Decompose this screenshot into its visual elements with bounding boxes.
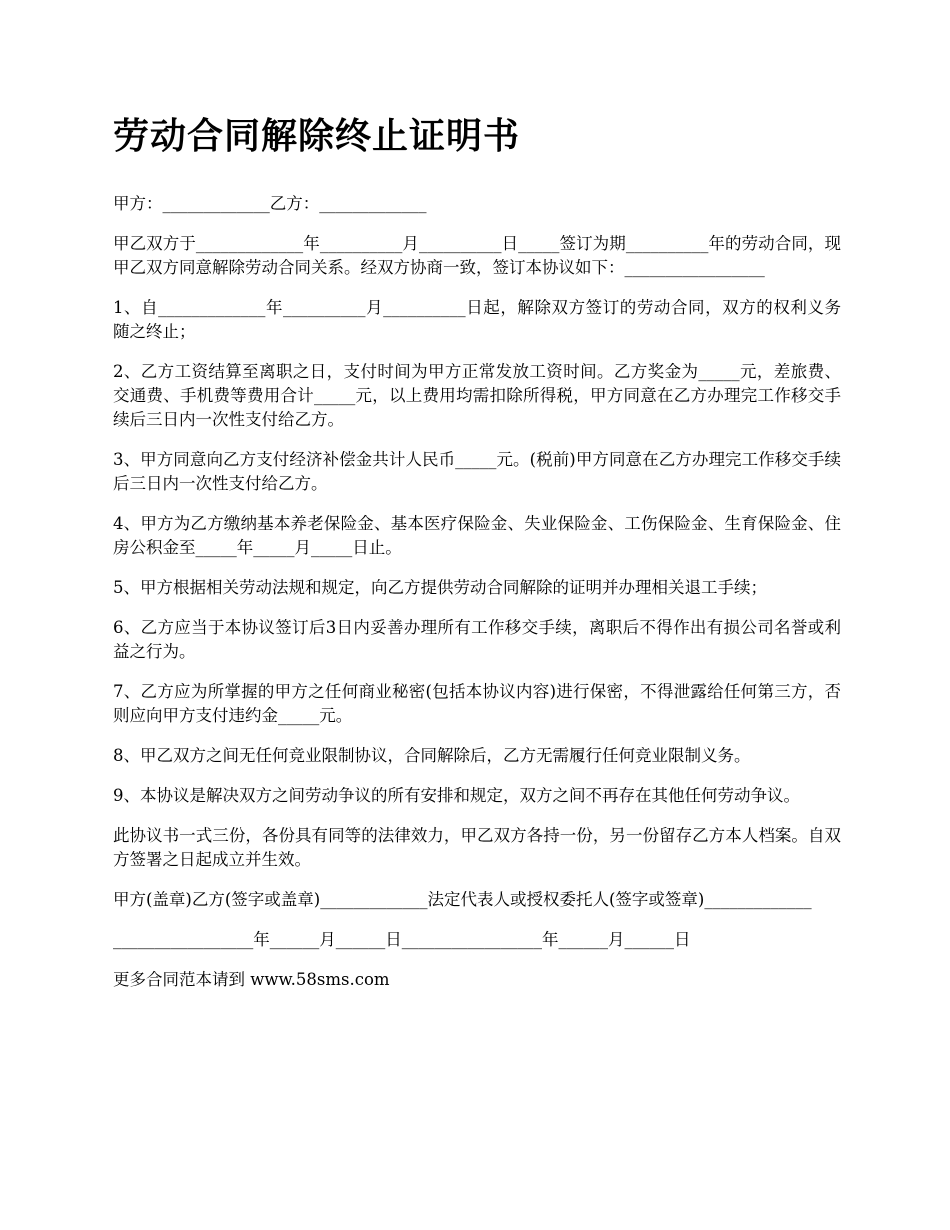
parties-line: 甲方：_____________乙方：_____________ xyxy=(113,194,427,213)
date-line: _________________年______月______日_________________年______月______日 xyxy=(113,930,691,949)
footer-link-text: 更多合同范本请到 www.58sms.com xyxy=(113,970,390,989)
document-title: 劳动合同解除终止证明书 xyxy=(113,115,521,157)
clause-5: 5、甲方根据相关劳动法规和规定，向乙方提供劳动合同解除的证明并办理相关退工手续； xyxy=(113,578,767,597)
clause-1: 1、自_____________年__________月__________日起，解除双方签订的劳动合同，双方的权利义务随之终止； xyxy=(113,298,841,341)
clause-6: 6、乙方应当于本协议签订后3日内妥善办理所有工作移交手续，离职后不得作出有损公司名誉或利益之行为。 xyxy=(113,618,841,661)
clause-9: 9、本协议是解决双方之间劳动争议的所有安排和规定，双方之间不再存在其他任何劳动争议。 xyxy=(113,786,800,805)
clause-7: 7、乙方应为所掌握的甲方之任何商业秘密(包括本协议内容)进行保密，不得泄露给任何第三方，否则应向甲方支付违约金_____元。 xyxy=(113,682,841,725)
signature-line: 甲方(盖章)乙方(签字或盖章)_____________法定代表人或授权委托人(签字或签章)_____________ xyxy=(113,890,812,909)
intro-paragraph: 甲乙双方于_____________年__________月__________日_____签订为期__________年的劳动合同，现甲乙双方同意解除劳动合同关系。经双方协商一致，签订本协议如下：_________________ xyxy=(113,234,841,277)
clause-3: 3、甲方同意向乙方支付经济补偿金共计人民币_____元。(税前)甲方同意在乙方办理完工作移交手续后三日内一次性支付给乙方。 xyxy=(113,450,841,493)
clause-4: 4、甲方为乙方缴纳基本养老保险金、基本医疗保险金、失业保险金、工伤保险金、生育保险金、住房公积金至_____年_____月_____日止。 xyxy=(113,514,841,557)
clause-8: 8、甲乙双方之间无任何竞业限制协议，合同解除后，乙方无需履行任何竞业限制义务。 xyxy=(113,746,751,765)
document-page xyxy=(113,112,841,1008)
closing-paragraph: 此协议书一式三份，各份具有同等的法律效力，甲乙双方各持一份，另一份留存乙方本人档案。自双方签署之日起成立并生效。 xyxy=(113,826,841,869)
clause-2: 2、乙方工资结算至离职之日，支付时间为甲方正常发放工资时间。乙方奖金为_____元，差旅费、交通费、手机费等费用合计_____元，以上费用均需扣除所得税，甲方同意在乙方办理完工作移交手续后三日内一次性支付给乙方。 xyxy=(113,362,841,429)
